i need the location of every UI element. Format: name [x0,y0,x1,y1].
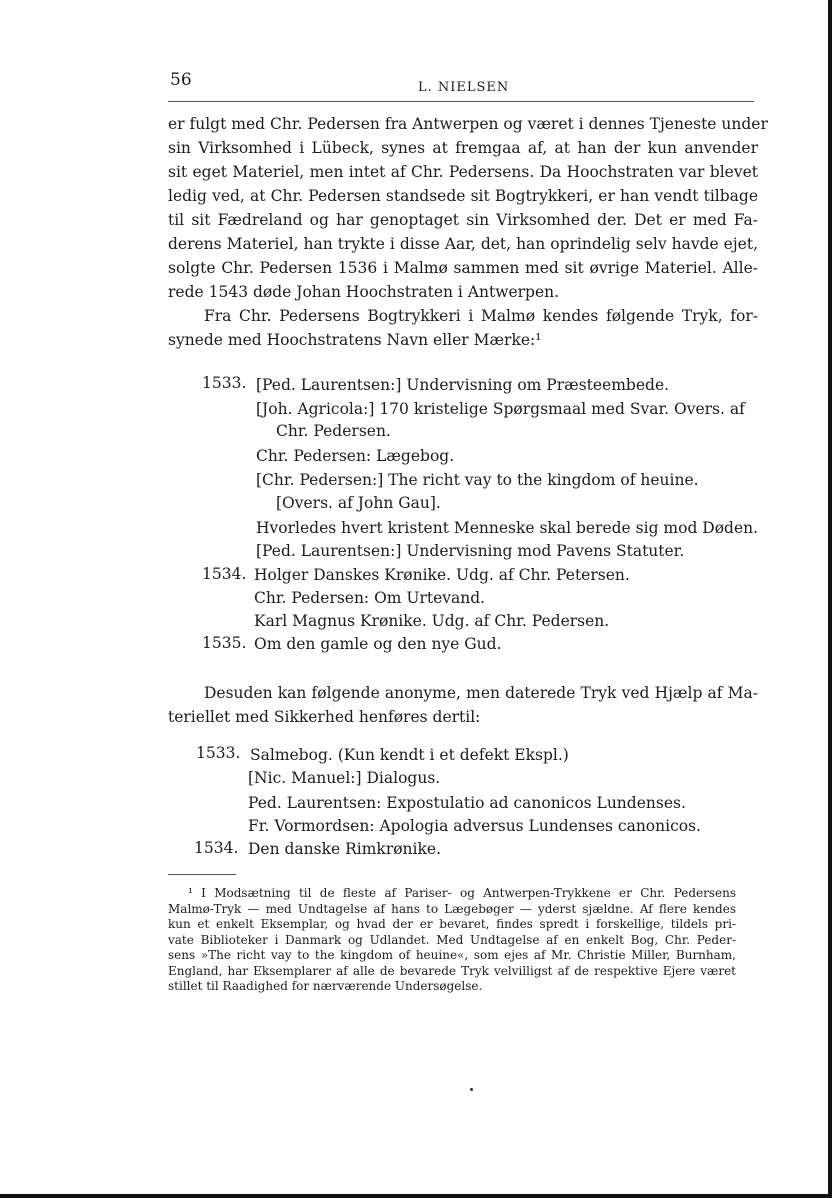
bibliography-entry: Karl Magnus Krønike. Udg. af Chr. Pedersen. [254,612,610,630]
bibliography-entry: Chr. Pedersen: Om Urtevand. [254,589,486,607]
footnote-line: ¹ I Modsætning til de fleste af Pariser- og Antwerpen-Trykkene er Chr. Pedersens [188,886,736,900]
bibliography-entry: Ped. Laurentsen: Expostulatio ad canonicos Lundenses. [248,794,686,812]
year-label: 1534. [194,839,239,857]
paragraph-3 [168,681,758,729]
paragraph-2 [168,304,758,352]
footnote-line: kun et enkelt Eksemplar, og hvad der er bevaret, findes spredt i forskellige, tildels pri- [168,917,736,931]
bibliography-entry: [Joh. Agricola:] 170 kristelige Spørgsmaal med Svar. Overs. af [256,400,745,418]
footnote-line: sens »The richt vay to the kingdom of heuine«, som ejes af Mr. Christie Miller, Burnham, [168,948,736,962]
page-number: 56 [170,70,192,90]
text-line: teriellet med Sikkerhed henføres dertil: [168,708,481,726]
bibliography-entry: Holger Danskes Krønike. Udg. af Chr. Petersen. [254,566,630,584]
year-label: 1533. [202,374,247,392]
bibliography-entry: Salmebog. (Kun kendt i et defekt Ekspl.) [250,746,569,764]
bibliography-entry: Fr. Vormordsen: Apologia adversus Lundenses canonicos. [248,817,701,835]
bibliography-entry: [Nic. Manuel:] Dialogus. [248,769,441,787]
year-label: 1533. [196,744,241,762]
scan-border-right [828,0,832,1198]
text-line: til sit Fædreland og har genoptaget sin Virksomhed der. Det er med Fa- [168,211,758,229]
footnote-line: vate Biblioteker i Danmark og Udlandet. Med Undtagelse af en enkelt Bog, Chr. Peder- [168,932,736,947]
text-line: sit eget Materiel, men intet af Chr. Pedersens. Da Hoochstraten var blevet [168,163,758,181]
text-line: synede med Hoochstratens Navn eller Mærke:¹ [168,331,542,349]
footnote [168,886,736,995]
bibliography-entry-continuation: [Overs. af John Gau]. [276,494,441,512]
text-line: Desuden kan følgende anonyme, men daterede Tryk ved Hjælp af Ma- [204,684,758,702]
bibliography-entry: Den danske Rimkrønike. [248,840,441,858]
footnote-line: England, har Eksemplarer af alle de bevarede Tryk velvilligst af de respektive Ejere været [168,963,736,978]
year-label: 1535. [202,634,247,652]
footnote-line: stillet til Raadighed for nærværende Undersøgelse. [168,979,483,993]
text-line: Fra Chr. Pedersens Bogtrykkeri i Malmø kendes følgende Tryk, for- [204,307,758,325]
footnote-rule [168,874,236,875]
running-head: L. NIELSEN [418,80,510,95]
bibliography-entry: Hvorledes hvert kristent Menneske skal berede sig mod Døden. [256,519,759,537]
text-line: rede 1543 døde Johan Hoochstraten i Antwerpen. [168,283,560,301]
bibliography-entry: [Ped. Laurentsen:] Undervisning mod Pavens Statuter. [256,542,685,560]
bibliography-entry: Om den gamle og den nye Gud. [254,635,502,653]
scan-border-bottom [0,1194,832,1198]
bibliography-entry: [Ped. Laurentsen:] Undervisning om Præsteembede. [256,376,670,394]
footnote-line: Malmø-Tryk — med Undtagelse af hans to Lægebøger — yderst sjældne. Af flere kendes [168,901,736,916]
header-rule [168,101,754,102]
text-line: solgte Chr. Pedersen 1536 i Malmø sammen med sit øvrige Materiel. Alle- [168,259,758,277]
ink-speck [470,1088,473,1091]
text-line: ledig ved, at Chr. Pedersen standsede sit Bogtrykkeri, er han vendt tilbage [168,187,758,205]
bibliography-entry: [Chr. Pedersen:] The richt vay to the kingdom of heuine. [256,471,699,489]
paragraph-1 [168,112,768,304]
bibliography-entry-continuation: Chr. Pedersen. [276,422,391,440]
bibliography-entry: Chr. Pedersen: Lægebog. [256,447,455,465]
text-line: er fulgt med Chr. Pedersen fra Antwerpen og været i dennes Tjeneste under [168,115,768,133]
text-line: derens Materiel, han trykte i disse Aar, det, han oprindelig selv havde ejet, [168,235,758,253]
text-line: sin Virksomhed i Lübeck, synes at fremgaa af, at han der kun anvender [168,139,758,157]
year-label: 1534. [202,565,247,583]
